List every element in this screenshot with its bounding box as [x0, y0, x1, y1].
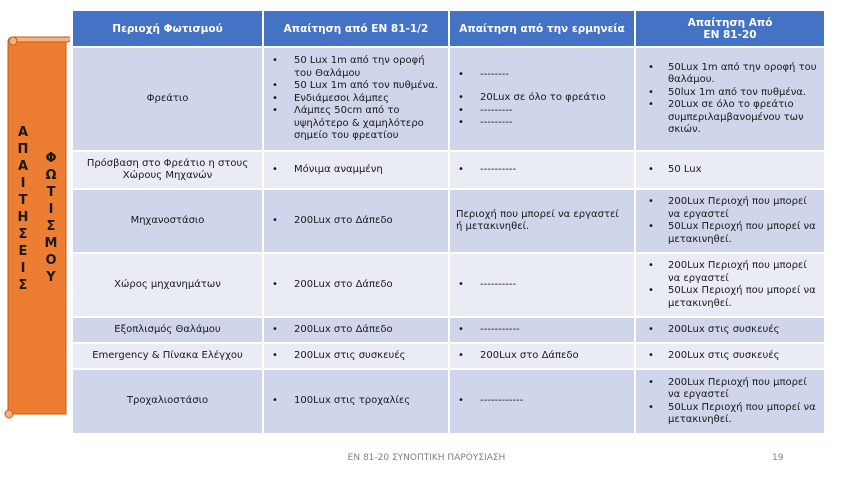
list-item-text: ----------: [480, 163, 517, 175]
bullet-icon: •: [458, 163, 464, 175]
list-item: [456, 69, 628, 82]
bullet-icon: •: [648, 323, 654, 335]
list-item-text: 50Lux Περιοχή που μπορεί να μετακινηθεί.: [668, 285, 816, 309]
cell-area: Εξοπλισμός Θαλάμου: [73, 317, 263, 343]
lighting-requirements-table: [73, 11, 826, 433]
banner-letter: Α: [17, 159, 29, 174]
bullet-icon: •: [458, 349, 464, 361]
list-item-text: --------: [480, 68, 509, 80]
list-item: [456, 395, 628, 408]
list-item: [642, 62, 818, 87]
list-item-text: 200Lux Περιοχή που μπορεί να εργαστεί: [668, 260, 807, 284]
banner-letter: Σ: [46, 219, 56, 234]
cell-area: Emergency & Πίνακα Ελέγχου: [73, 343, 263, 369]
table-row: [73, 151, 825, 189]
banner-letter: Ω: [45, 168, 57, 183]
list-item-text: 200Lux Περιοχή που μπορεί να εργαστεί: [668, 376, 807, 400]
list-gap: [456, 81, 628, 92]
list-item-text: 200Lux στις συσκευές: [294, 349, 406, 361]
header-area: Περιοχή Φωτισμού: [73, 11, 263, 47]
bullet-icon: •: [272, 105, 278, 117]
cell-c2: [449, 151, 635, 189]
banner-letter: Π: [17, 142, 29, 157]
list-item: [642, 87, 818, 100]
cell-c2: [449, 253, 635, 317]
bullet-icon: •: [648, 401, 654, 413]
bullet-icon: •: [458, 68, 464, 80]
bullet-icon: •: [458, 117, 464, 128]
list-item: [270, 55, 442, 80]
list-item: [456, 105, 628, 118]
bullet-icon: •: [458, 92, 464, 103]
list-item: [642, 164, 818, 177]
table-row: [73, 369, 825, 433]
banner-letter: Σ: [18, 227, 28, 242]
header-en81-20-text: Απαίτηση Από ΕΝ 81-20: [687, 16, 773, 41]
list-item: [642, 196, 818, 221]
list-item: [270, 279, 442, 292]
list-item-text: 50 Lux 1m από τον πυθμένα.: [294, 80, 438, 92]
bullet-icon: •: [272, 92, 278, 104]
bullet-icon: •: [458, 278, 464, 290]
list-item: [270, 80, 442, 93]
bullet-icon: •: [648, 221, 654, 232]
cell-area: Μηχανοστάσιο: [73, 189, 263, 253]
list-item-text: 200Lux στο Δάπεδο: [294, 214, 393, 226]
list-item: [270, 324, 442, 337]
table-row: [73, 189, 825, 253]
banner-letter: Φ: [45, 151, 57, 166]
cell-c2: [449, 343, 635, 369]
banner-letter: Σ: [18, 278, 28, 293]
list-item-text: ---------: [480, 117, 513, 128]
bullet-icon: •: [272, 278, 278, 290]
list-item-text: Ενδιάμεσοι λάμπες: [294, 92, 389, 104]
cell-c3: [635, 317, 825, 343]
bullet-icon: •: [648, 163, 654, 175]
list-item-text: 200Lux στο Δάπεδο: [480, 349, 579, 361]
bullet-icon: •: [648, 196, 654, 207]
list-item-text: 200Lux Περιοχή που μπορεί να εργαστεί: [668, 196, 807, 220]
bullet-icon: •: [458, 395, 464, 407]
list-item-text: 200Lux στο Δάπεδο: [294, 323, 393, 335]
scroll-title: [16, 124, 66, 404]
list-item: [270, 105, 442, 143]
list-item: [642, 260, 818, 285]
bullet-icon: •: [272, 80, 278, 92]
cell-c2: [449, 317, 635, 343]
banner-letter: Μ: [44, 236, 58, 251]
banner-letter: Ε: [18, 244, 28, 259]
list-item: [456, 324, 628, 337]
cell-c2: [449, 47, 635, 151]
list-item-text: 100Lux στις τροχαλίες: [294, 395, 411, 407]
list-item: [456, 92, 628, 105]
list-item-text: 200Lux στο Δάπεδο: [294, 278, 393, 290]
list-item: [270, 395, 442, 408]
list-item: [270, 350, 442, 363]
side-scroll-banner: [4, 36, 70, 420]
table-row: [73, 253, 825, 317]
list-item-text: 50Lux 1m από την οροφή του θαλάμου.: [668, 61, 817, 85]
bullet-icon: •: [648, 260, 654, 271]
list-item-text: 50 Lux: [668, 163, 702, 175]
cell-area: Χώρος μηχανημάτων: [73, 253, 263, 317]
bullet-icon: •: [458, 323, 464, 335]
cell-c3: [635, 47, 825, 151]
header-en81-20: [635, 11, 825, 47]
cell-area: Τροχαλιοστάσιο: [73, 369, 263, 433]
list-item-text: 200Lux στις συσκευές: [668, 349, 780, 361]
list-item: [642, 285, 818, 310]
bullet-icon: •: [648, 376, 654, 388]
list-item: [456, 117, 628, 130]
bullet-icon: •: [648, 99, 654, 110]
list-item-text: Λάμπες 50cm από το υψηλότερο & χαμηλότερο σημείο του φρεατίου: [294, 105, 424, 142]
table-row: [73, 343, 825, 369]
list-item-text: ---------: [480, 104, 513, 116]
list-item: [642, 324, 818, 337]
banner-letter: Ο: [45, 253, 57, 268]
list-item: [270, 93, 442, 106]
list-item: [642, 99, 818, 137]
banner-letter: Η: [17, 210, 29, 225]
cell-c2: [449, 369, 635, 433]
cell-c1: [263, 253, 449, 317]
bullet-icon: •: [648, 86, 654, 98]
bullet-icon: •: [648, 285, 654, 296]
header-interpretation: Απαίτηση από την ερμηνεία: [449, 11, 635, 47]
cell-c1: [263, 189, 449, 253]
cell-c1: [263, 151, 449, 189]
banner-letter: Ι: [20, 261, 26, 276]
cell-c3: [635, 343, 825, 369]
bullet-icon: •: [648, 349, 654, 361]
cell-c1: [263, 47, 449, 151]
table-header-row: [73, 11, 825, 47]
page-number: 19: [772, 453, 784, 463]
bullet-icon: •: [272, 163, 278, 175]
cell-c3: [635, 369, 825, 433]
list-item-text: 50Lux Περιοχή που μπορεί να μετακινηθεί.: [668, 221, 816, 245]
cell-c1: [263, 369, 449, 433]
list-item-text: ----------: [480, 278, 517, 290]
bullet-icon: •: [272, 55, 278, 67]
table-row: [73, 317, 825, 343]
cell-c3: [635, 189, 825, 253]
list-item: [270, 215, 442, 228]
cell-c2-text: Περιοχή που μπορεί να εργαστεί ή μετακινηθεί.: [449, 189, 635, 253]
bullet-icon: •: [272, 214, 278, 226]
list-item: [642, 350, 818, 363]
bullet-icon: •: [272, 395, 278, 407]
banner-letter: Α: [17, 125, 29, 140]
list-item-text: -----------: [480, 323, 520, 335]
bullet-icon: •: [648, 61, 654, 73]
list-item-text: Μόνιμα αναμμένη: [294, 163, 383, 175]
list-item-text: ------------: [480, 395, 524, 407]
banner-letter: Ι: [48, 202, 54, 217]
list-item: [642, 221, 818, 246]
list-item: [456, 350, 628, 363]
list-item-text: 50Lux Περιοχή που μπορεί να μετακινηθεί.: [668, 401, 816, 425]
cell-c3: [635, 253, 825, 317]
cell-area: Πρόσβαση στο Φρεάτιο η στους Χώρους Μηχανών: [73, 151, 263, 189]
list-item: [642, 377, 818, 402]
list-item-text: 200Lux στις συσκευές: [668, 323, 780, 335]
table-row: [73, 47, 825, 151]
list-item-text: 50 Lux 1m από την οροφή του Θαλάμου: [294, 55, 425, 79]
scroll-column-2: [44, 150, 58, 286]
list-item-text: 50lux 1m από τον πυθμένα.: [668, 86, 807, 98]
list-item: [642, 402, 818, 427]
banner-letter: Τ: [46, 185, 56, 200]
bullet-icon: •: [458, 104, 464, 116]
banner-letter: Τ: [18, 193, 28, 208]
list-item: [456, 164, 628, 177]
bullet-icon: •: [272, 323, 278, 335]
banner-letter: Ι: [20, 176, 26, 191]
list-item: [456, 279, 628, 292]
banner-letter: Υ: [46, 270, 56, 285]
header-en81-1-2: Απαίτηση από ΕΝ 81-1/2: [263, 11, 449, 47]
bullet-icon: •: [272, 349, 278, 361]
list-item-text: 20Lux σε όλο το φρεάτιο συμπεριλαμβανομένου των σκιών.: [668, 99, 804, 135]
cell-area: Φρεάτιο: [73, 47, 263, 151]
cell-c3: [635, 151, 825, 189]
list-item: [270, 164, 442, 177]
list-item-text: 20Lux σε όλο το φρεάτιο: [480, 92, 606, 103]
cell-c1: [263, 317, 449, 343]
cell-c1: [263, 343, 449, 369]
footer-text: ΕΝ 81-20 ΣΥΝΟΠΤΙΚΗ ΠΑΡΟΥΣΙΑΣΗ: [347, 453, 506, 463]
scroll-column-1: [16, 124, 30, 294]
